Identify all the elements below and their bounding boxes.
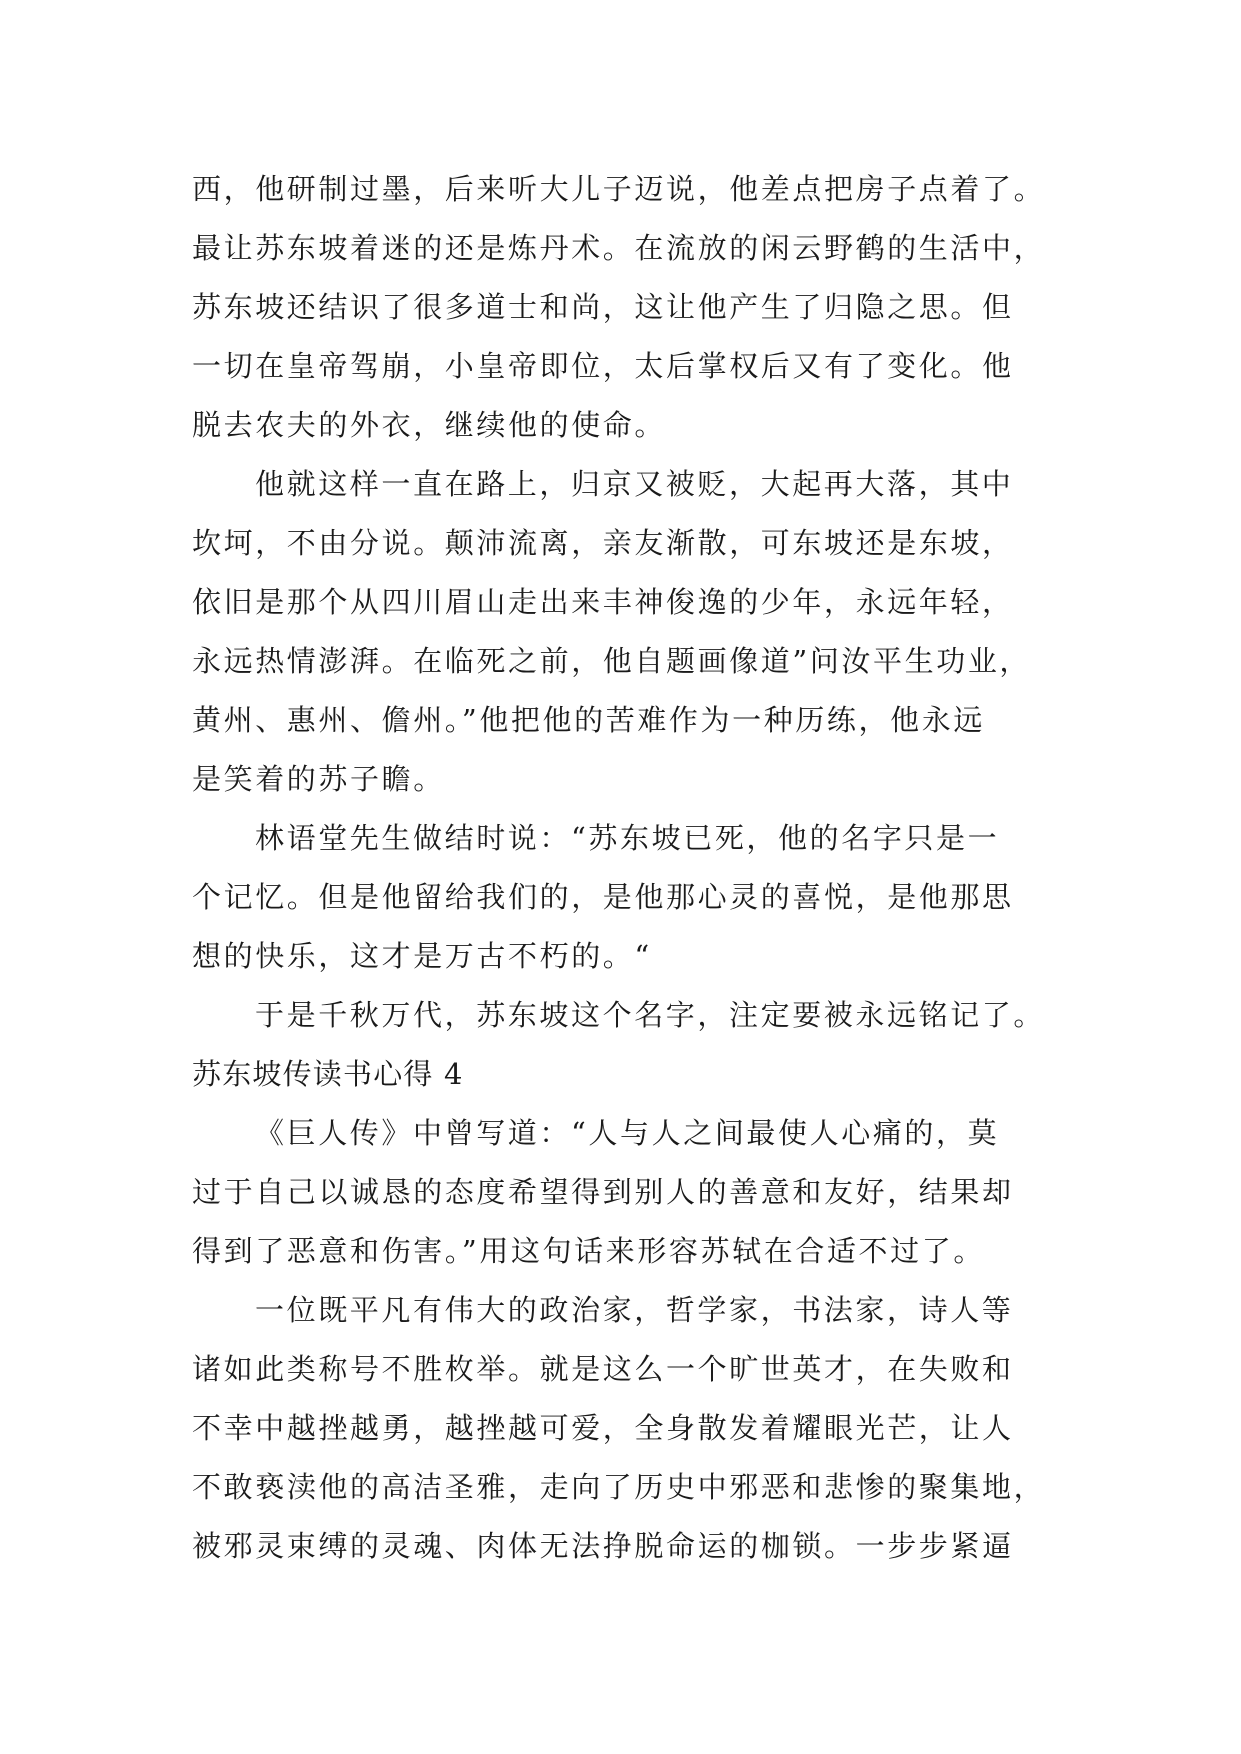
section-heading: 苏东坡传读书心得 4 (192, 1057, 464, 1091)
text-line: 最让苏东坡着迷的还是炼丹术。在流放的闲云野鹤的生活中， (192, 231, 1046, 265)
text-line: 个记忆。但是他留给我们的，是他那心灵的喜悦，是他那思 (192, 880, 1014, 914)
paragraph-start-line: 他就这样一直在路上，归京又被贬，大起再大落，其中 (255, 467, 1014, 501)
body-text (192, 160, 1072, 1576)
text-line: 是笑着的苏子瞻。 (192, 762, 445, 796)
paragraph-start-line: 《巨人传》中曾写道：“人与人之间最使人心痛的，莫 (255, 1116, 1000, 1150)
text-line: 脱去农夫的外衣，继续他的使命。 (192, 408, 667, 442)
text-line: 黄州、惠州、儋州。”他把他的苦难作为一种历练，他永远 (192, 703, 985, 737)
text-line: 得到了恶意和伤害。”用这句话来形容苏轼在合适不过了。 (192, 1234, 985, 1268)
text-line: 一切在皇帝驾崩，小皇帝即位，太后掌权后又有了变化。他 (192, 349, 1014, 383)
paragraph-start-line: 一位既平凡有伟大的政治家，哲学家，书法家，诗人等 (255, 1293, 1014, 1327)
paragraph-start-line: 林语堂先生做结时说：“苏东坡已死，他的名字只是一 (255, 821, 1000, 855)
text-line: 想的快乐，这才是万古不朽的。“ (192, 939, 652, 973)
text-line: 西，他研制过墨，后来听大儿子迈说，他差点把房子点着了。 (192, 172, 1046, 206)
text-line: 不幸中越挫越勇，越挫越可爱，全身散发着耀眼光芒，让人 (192, 1411, 1014, 1445)
text-line: 苏东坡还结识了很多道士和尚，这让他产生了归隐之思。但 (192, 290, 1014, 324)
text-line: 被邪灵束缚的灵魂、肉体无法挣脱命运的枷锁。一步步紧逼 (192, 1529, 1014, 1563)
text-line: 不敢亵渎他的高洁圣雅，走向了历史中邪恶和悲惨的聚集地， (192, 1470, 1046, 1504)
paragraph-start-line: 于是千秋万代，苏东坡这个名字，注定要被永远铭记了。 (255, 998, 1046, 1032)
text-line: 依旧是那个从四川眉山走出来丰神俊逸的少年，永远年轻， (192, 585, 1014, 619)
text-line: 永远热情澎湃。在临死之前，他自题画像道”问汝平生功业， (192, 644, 1032, 678)
text-line: 诸如此类称号不胜枚举。就是这么一个旷世英才，在失败和 (192, 1352, 1014, 1386)
text-line: 过于自己以诚恳的态度希望得到别人的善意和友好，结果却 (192, 1175, 1014, 1209)
text-line: 坎坷，不由分说。颠沛流离，亲友渐散，可东坡还是东坡， (192, 526, 1014, 560)
